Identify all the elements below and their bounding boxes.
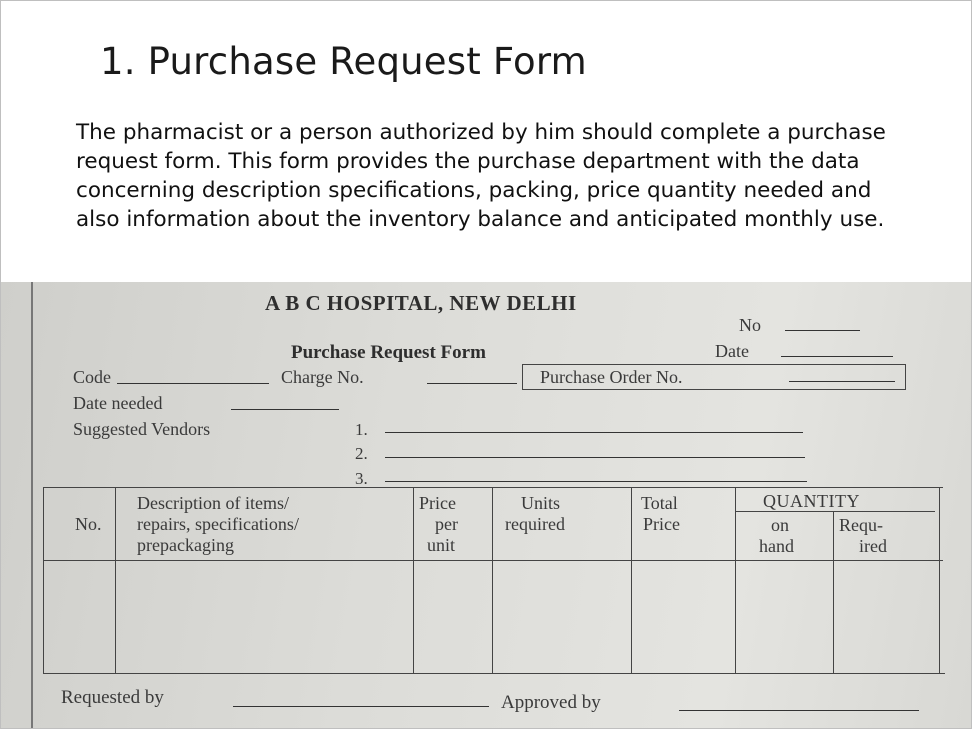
- vendor-number-1: 1.: [355, 420, 368, 439]
- col-divider-1: [115, 487, 116, 674]
- header-on-hand-line-1: on: [771, 515, 789, 535]
- header-no: No.: [75, 514, 102, 534]
- header-units-line-1: Units: [521, 493, 561, 513]
- header-price-line-2: per: [435, 514, 458, 534]
- table-bottom-border: [43, 673, 945, 674]
- header-desc-line-2: repairs, specifications/: [137, 514, 299, 534]
- no-label: No: [739, 315, 761, 335]
- form-photo: [1, 282, 971, 728]
- col-divider-5: [735, 487, 736, 674]
- vendor-line-3: [385, 481, 807, 482]
- requested-by-line: [233, 706, 489, 707]
- purchase-request-form: [31, 282, 963, 728]
- header-price-line-3: unit: [427, 535, 456, 555]
- no-line: [785, 330, 860, 331]
- vendor-number-3: 3.: [355, 469, 368, 488]
- col-divider-4: [631, 487, 632, 674]
- date-label: Date: [715, 341, 749, 361]
- header-desc-line-1: Description of items/: [137, 493, 289, 513]
- table-header-border: [43, 560, 943, 561]
- header-quantity: QUANTITY: [763, 491, 860, 511]
- vendor-line-2: [385, 457, 805, 458]
- slide-title: 1. Purchase Request Form: [100, 40, 587, 83]
- vendor-number-2: 2.: [355, 444, 368, 463]
- charge-no-label: Charge No.: [281, 367, 364, 387]
- header-required-line-1: Requ-: [839, 515, 883, 535]
- approved-by-label: Approved by: [501, 692, 601, 713]
- date-needed-line: [231, 409, 339, 410]
- col-divider-6: [833, 511, 834, 674]
- purchase-order-line: [789, 381, 895, 382]
- charge-no-line: [427, 383, 517, 384]
- header-desc-line-3: prepackaging: [137, 535, 234, 555]
- table-left-border: [43, 487, 44, 674]
- vendor-line-1: [385, 432, 803, 433]
- requested-by-label: Requested by: [61, 687, 164, 708]
- header-total-line-2: Price: [643, 514, 680, 534]
- header-units-line-2: required: [505, 514, 565, 534]
- hospital-name: A B C HOSPITAL, NEW DELHI: [265, 291, 577, 315]
- table-right-border: [939, 487, 940, 674]
- date-needed-label: Date needed: [73, 393, 163, 413]
- col-divider-2: [413, 487, 414, 674]
- date-line: [781, 356, 893, 357]
- header-required-line-2: ired: [859, 536, 887, 556]
- form-title: Purchase Request Form: [291, 342, 486, 363]
- header-on-hand-line-2: hand: [759, 536, 794, 556]
- approved-by-line: [679, 710, 919, 711]
- slide-body-text: The pharmacist or a person authorized by him should complete a purchase request form. This form provides the purchase department with the data concerning description specifications, packing, price quantity needed and also information about the inventory balance and anticipated monthly use.: [76, 120, 886, 232]
- code-line: [117, 383, 269, 384]
- code-label: Code: [73, 367, 111, 387]
- purchase-order-label: Purchase Order No.: [540, 367, 683, 387]
- header-total-line-1: Total: [641, 493, 678, 513]
- col-divider-3: [492, 487, 493, 674]
- table-top-border: [43, 487, 943, 488]
- header-price-line-1: Price: [419, 493, 456, 513]
- suggested-vendors-label: Suggested Vendors: [73, 419, 211, 439]
